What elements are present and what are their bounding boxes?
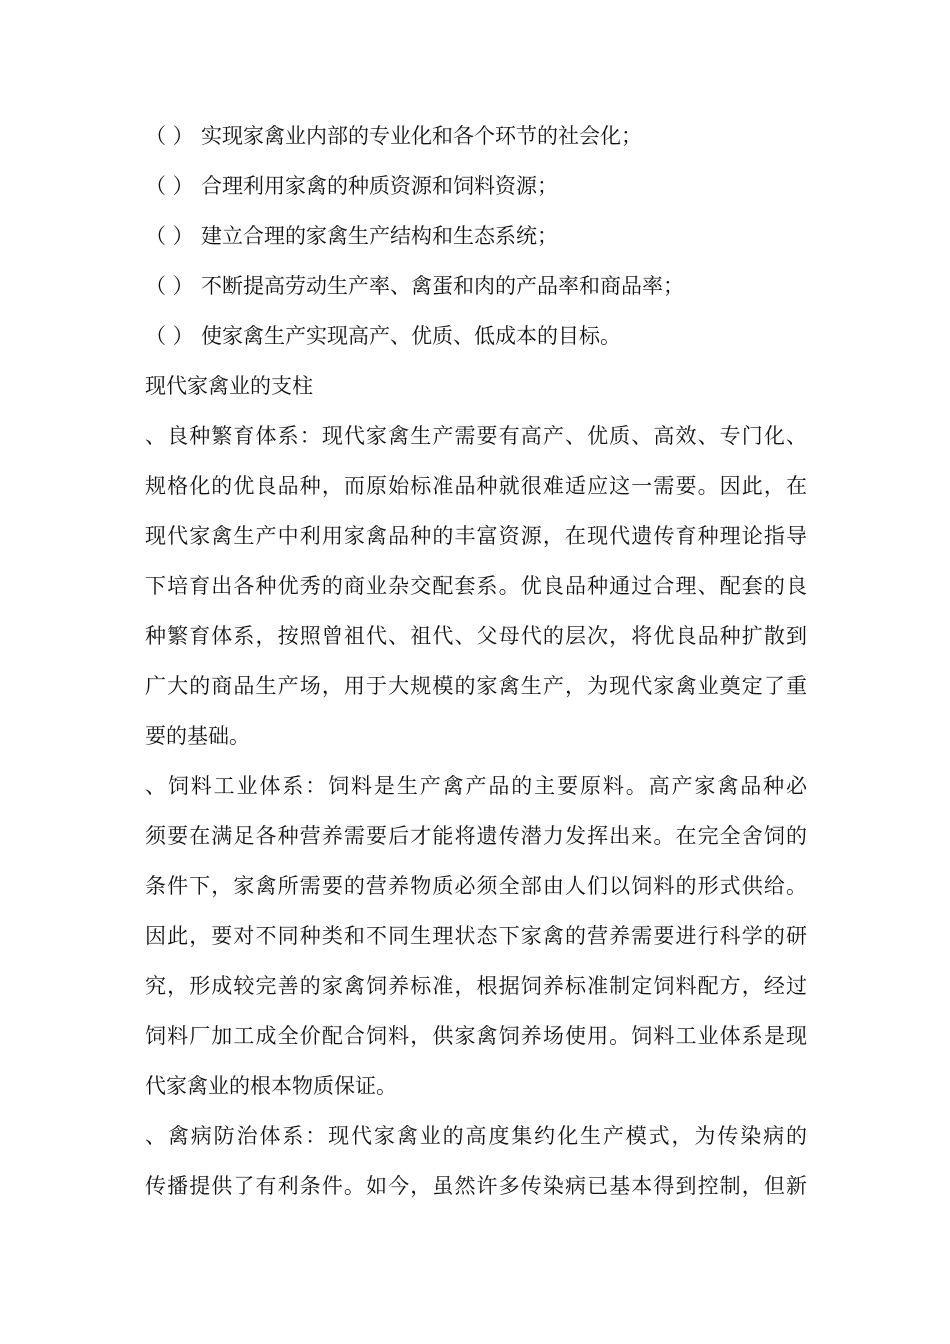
objectives-list <box>145 111 807 361</box>
paragraph-line: 、禽病防治体系：现代家禽业的高度集约化生产模式，为传染病的 <box>145 1124 807 1148</box>
paragraph-line: 、良种繁育体系：现代家禽生产需要有高产、优质、高效、专门化、 <box>145 424 807 448</box>
section-heading: 现代家禽业的支柱 <box>145 374 313 398</box>
paragraph-feed-industry <box>145 761 807 1111</box>
paragraph-line: 、饲料工业体系：饲料是生产禽产品的主要原料。高产家禽品种必 <box>145 774 807 798</box>
paragraph-line: 现代家禽生产中利用家禽品种的丰富资源，在现代遗传育种理论指导 <box>145 524 807 548</box>
list-item-text: 使家禽生产实现高产、优质、低成本的目标。 <box>201 324 621 348</box>
blank-parentheses: （ ） <box>145 124 194 148</box>
paragraph-line: 须要在满足各种营养需要后才能将遗传潜力发挥出来。在完全舍饲的 <box>145 824 807 848</box>
document-body <box>145 111 807 1211</box>
list-item <box>145 311 807 361</box>
list-item-text: 建立合理的家禽生产结构和生态系统； <box>201 224 558 248</box>
list-item <box>145 211 807 261</box>
paragraph-breeding-system <box>145 411 807 761</box>
blank-parentheses: （ ） <box>145 174 194 198</box>
list-item-text: 合理利用家禽的种质资源和饲料资源； <box>201 174 558 198</box>
paragraph-disease-control <box>145 1111 807 1211</box>
paragraph-line: 条件下，家禽所需要的营养物质必须全部由人们以饲料的形式供给。 <box>145 874 807 898</box>
paragraph-line: 广大的商品生产场，用于大规模的家禽生产，为现代家禽业奠定了重 <box>145 674 807 698</box>
list-item <box>145 161 807 211</box>
paragraph-line: 代家禽业的根本物质保证。 <box>145 1074 397 1098</box>
paragraph-line: 种繁育体系，按照曾祖代、祖代、父母代的层次，将优良品种扩散到 <box>145 624 807 648</box>
list-item-text: 实现家禽业内部的专业化和各个环节的社会化； <box>201 124 642 148</box>
list-item <box>145 111 807 161</box>
paragraph-line: 因此，要对不同种类和不同生理状态下家禽的营养需要进行科学的研 <box>145 924 807 948</box>
paragraph-line: 下培育出各种优秀的商业杂交配套系。优良品种通过合理、配套的良 <box>145 574 807 598</box>
list-item-text: 不断提高劳动生产率、禽蛋和肉的产品率和商品率； <box>201 274 684 298</box>
paragraph-line: 饲料厂加工成全价配合饲料，供家禽饲养场使用。饲料工业体系是现 <box>145 1024 807 1048</box>
paragraph-line: 规格化的优良品种，而原始标准品种就很难适应这一需要。因此，在 <box>145 474 807 498</box>
paragraph-line: 传播提供了有利条件。如今，虽然许多传染病已基本得到控制，但新 <box>145 1174 807 1198</box>
blank-parentheses: （ ） <box>145 224 194 248</box>
list-item <box>145 261 807 311</box>
blank-parentheses: （ ） <box>145 324 194 348</box>
paragraph-line: 要的基础。 <box>145 724 250 748</box>
paragraph-line: 究，形成较完善的家禽饲养标准，根据饲养标准制定饲料配方，经过 <box>145 974 807 998</box>
blank-parentheses: （ ） <box>145 274 194 298</box>
